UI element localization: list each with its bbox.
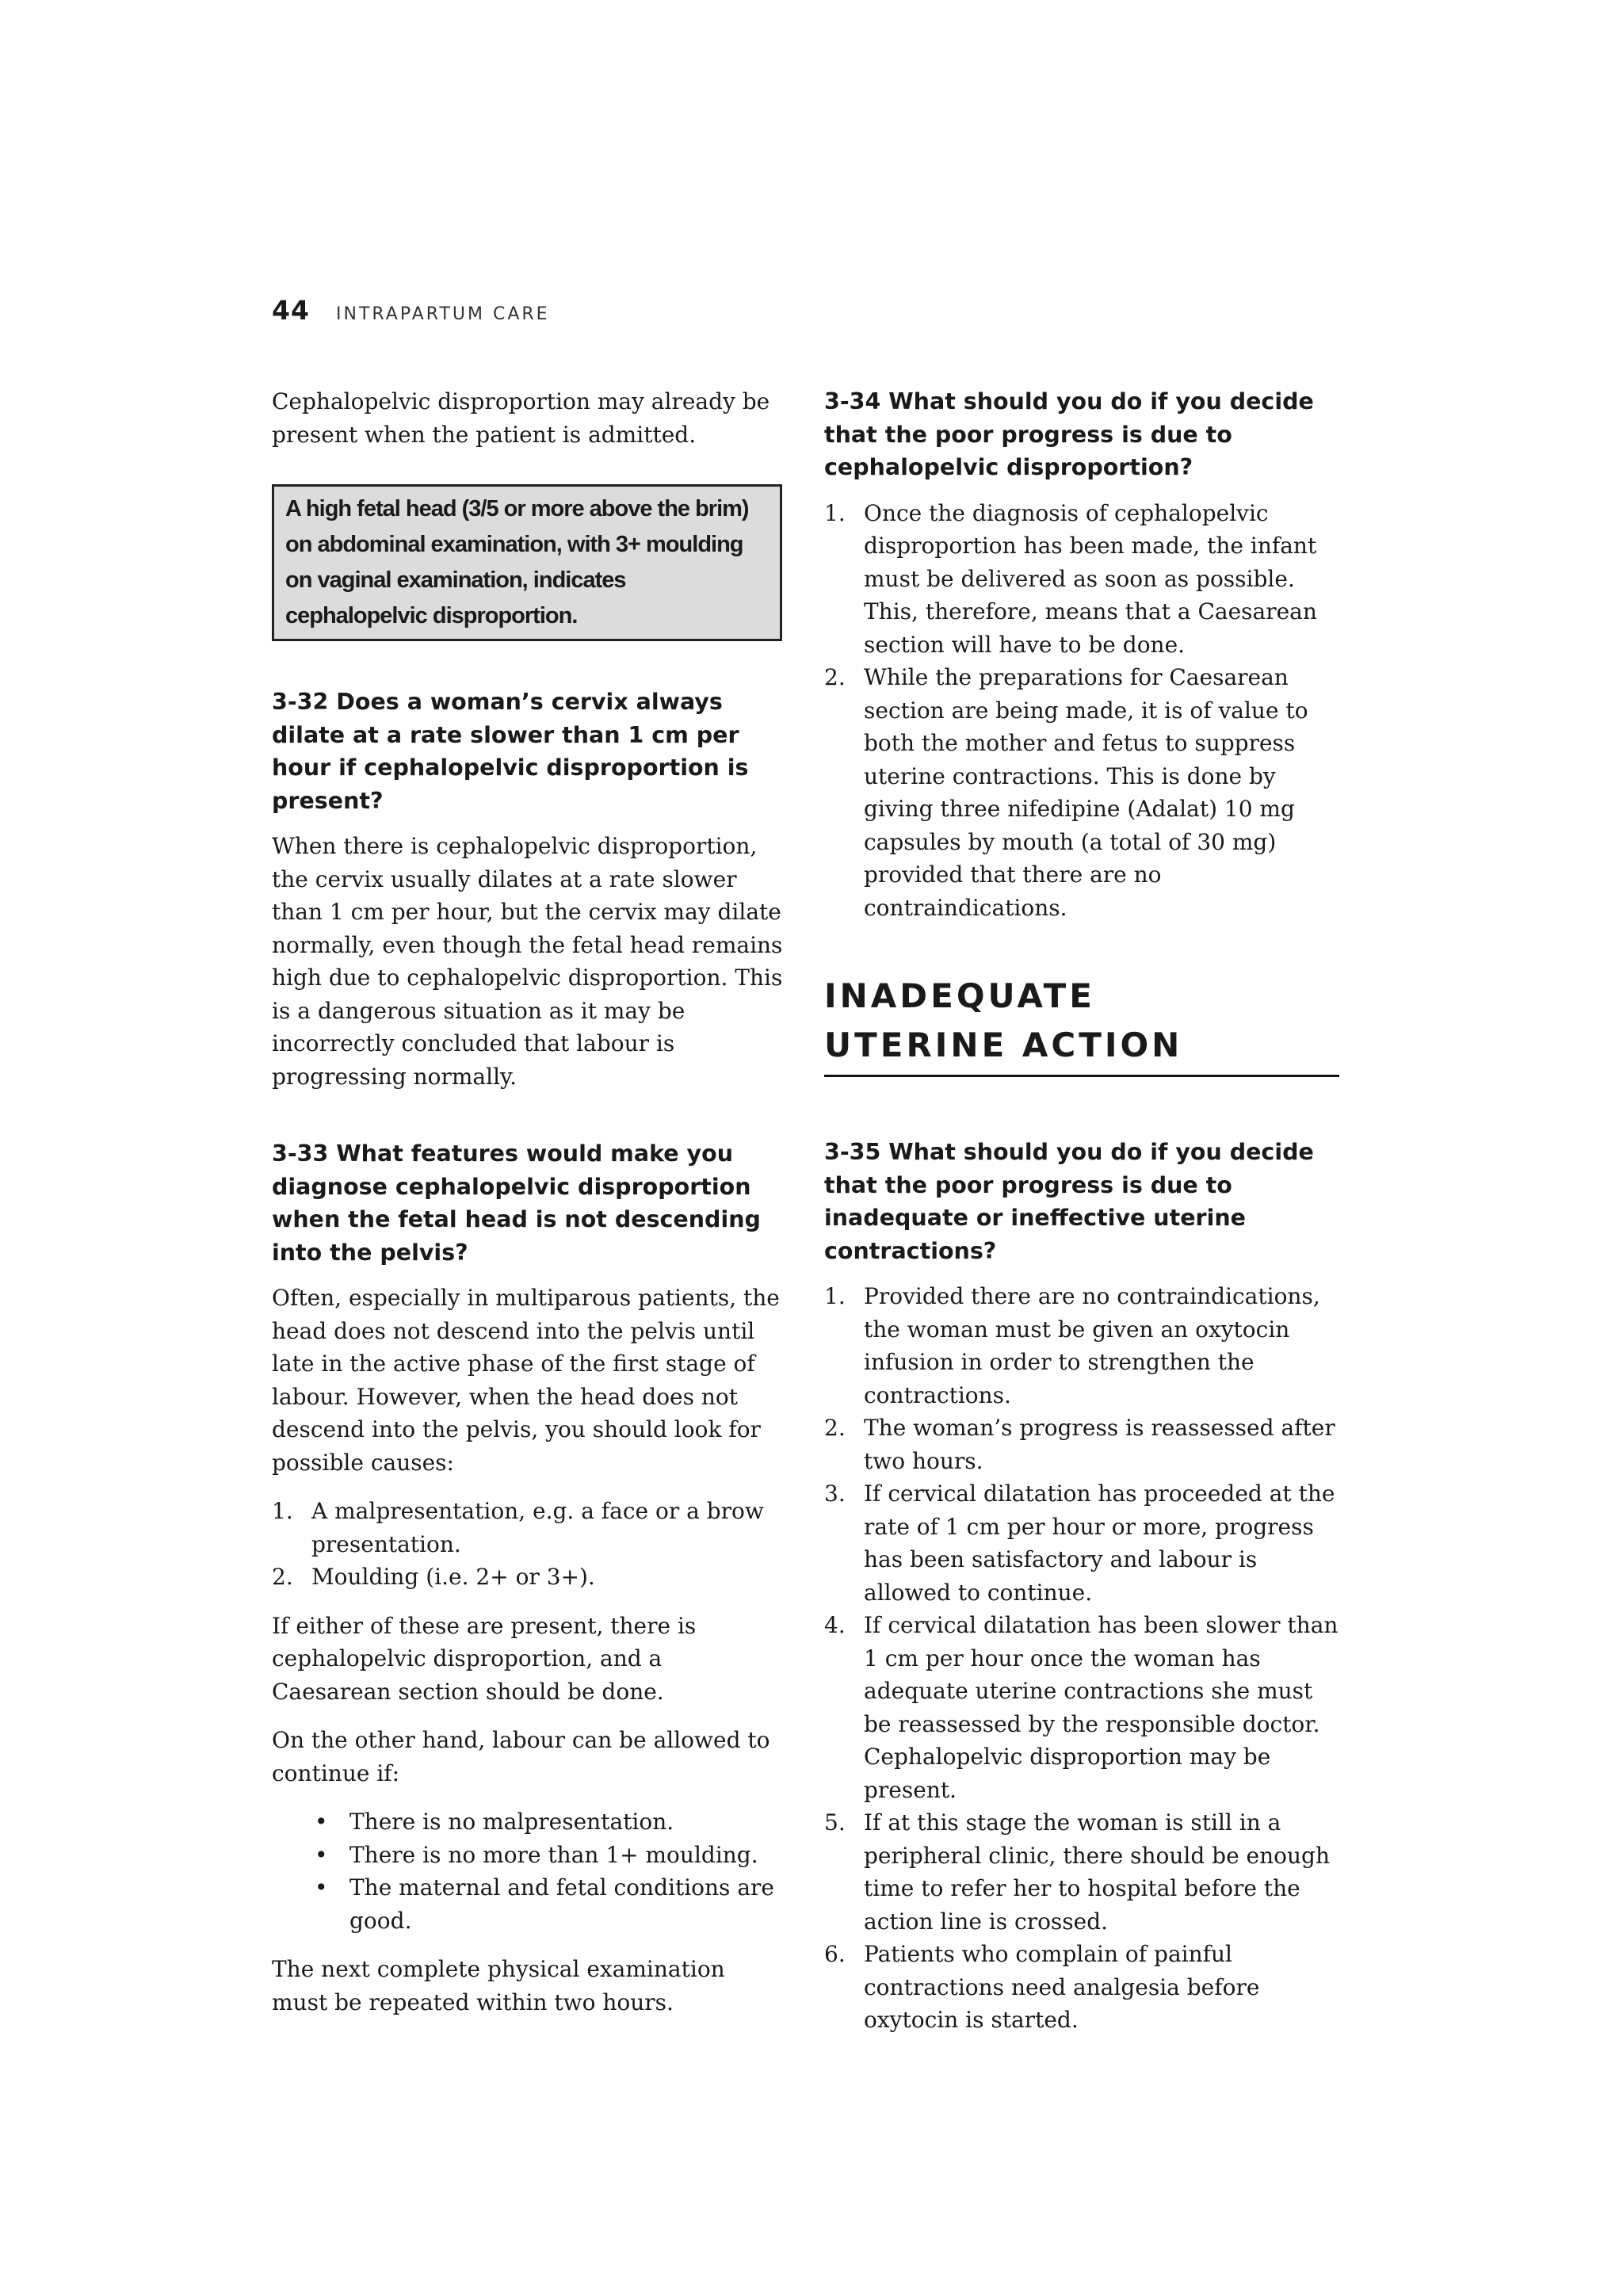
list-text: The woman’s progress is reassessed after two hours. (864, 1415, 1335, 1474)
question-3-34-heading: 3-34 What should you do if you decide that the poor progress is due to cephalopelvic disproportion? (824, 388, 1314, 480)
list-item (824, 1477, 1339, 1609)
page-number: 44 (272, 295, 310, 326)
running-head (272, 295, 550, 326)
list-text: While the preparations for Caesarean section are being made, it is of value to both the mother and fetus to suppress uterine contractions. This is done by giving three nifedipine (Adalat) 10 mg capsules by mouth (a total of 30 mg) provided that there are no contraindications. (864, 664, 1308, 921)
cpd-actions-list (824, 497, 1339, 925)
list-number: 2. (824, 1415, 846, 1441)
list-item (824, 497, 1339, 662)
question-3-33-heading: 3-33 What features would make you diagnose cephalopelvic disproportion when the fetal head is not descending into the pelvis? (272, 1140, 761, 1266)
question-3-32-answer: When there is cephalopelvic disproportion, the cervix usually dilates at a rate slower than 1 cm per hour, but the cervix may dilate normally, even though the fetal head remains high due to cephalopelvic disproportion. This is a dangerous situation as it may be incorrectly concluded that labour is progressing normally. (272, 833, 783, 1090)
list-text: A malpresentation, e.g. a face or a brow presentation. (311, 1498, 764, 1557)
list-item (824, 1806, 1339, 1938)
intro-paragraph: Cephalopelvic disproportion may already be present when the patient is admitted. (272, 388, 770, 448)
bullet-item: • The maternal and fetal conditions are good. (272, 1871, 787, 1937)
list-number: 2. (824, 664, 846, 690)
list-number: 5. (824, 1809, 846, 1836)
list-number: 1. (824, 1283, 846, 1309)
left-column (272, 385, 787, 2034)
list-number: 1. (824, 499, 846, 526)
question-3-33-paragraph-3: On the other hand, labour can be allowed to continue if: (272, 1727, 770, 1786)
right-column (824, 385, 1339, 2053)
bullet-item: • There is no malpresentation. (272, 1805, 787, 1839)
question-3-33-paragraph-2: If either of these are present, there is cephalopelvic disproportion, and a Caesarean section should be done. (272, 1612, 697, 1705)
list-item (824, 661, 1339, 924)
list-item (824, 1609, 1339, 1806)
section-title-line-2: UTERINE ACTION (824, 1026, 1183, 1064)
list-text: If cervical dilatation has proceeded at the rate of 1 cm per hour or more, progress has been satisfactory and labour is allowed to continue. (864, 1480, 1335, 1606)
list-number: 6. (824, 1941, 846, 1967)
list-text: If cervical dilatation has been slower than 1 cm per hour once the woman has adequate uterine contractions she must be reassessed by the responsible doctor. Cephalopelvic disproportion may be present. (864, 1612, 1338, 1803)
running-title: INTRAPARTUM CARE (336, 304, 550, 324)
inadequate-action-list (824, 1280, 1339, 2037)
list-text: If at this stage the woman is still in a peripheral clinic, there should be enough time to refer her to hospital before the action line is crossed. (864, 1809, 1330, 1935)
causes-list (272, 1495, 787, 1594)
bullet-item: • There is no more than 1+ moulding. (272, 1839, 787, 1872)
question-3-32-heading: 3-32 Does a woman’s cervix always dilate at a rate slower than 1 cm per hour if cephalopelvic disproportion is present? (272, 689, 749, 814)
list-text: Once the diagnosis of cephalopelvic disproportion has been made, the infant must be delivered as soon as possible. This, therefore, means that a Caesarean section will have to be done. (864, 499, 1317, 658)
callout-box: A high fetal head (3/5 or more above the brim) on abdominal examination, with 3+ moulding on vaginal examination, indicates cephalopelvic disproportion. (272, 484, 782, 641)
question-3-33-paragraph-4: The next complete physical examination must be repeated within two hours. (272, 1956, 725, 2015)
list-item (272, 1495, 787, 1561)
section-title (824, 972, 1339, 1077)
section-title-line-1: INADEQUATE (824, 976, 1095, 1015)
list-item (824, 1280, 1339, 1412)
continue-conditions-list (272, 1805, 787, 1937)
list-text: Patients who complain of painful contractions need analgesia before oxytocin is started. (864, 1941, 1260, 2033)
list-item (824, 1412, 1339, 1477)
list-number: 1. (272, 1498, 293, 1524)
list-number: 4. (824, 1612, 846, 1638)
list-number: 3. (824, 1480, 846, 1507)
question-3-33-paragraph-1: Often, especially in multiparous patients, the head does not descend into the pelvis until late in the active phase of the first stage of labour. However, when the head does not descend into the pelvis, you should look for possible causes: (272, 1285, 780, 1476)
list-text: Provided there are no contraindications, the woman must be given an oxytocin infusion in order to strengthen the contractions. (864, 1283, 1320, 1408)
list-number: 2. (272, 1564, 293, 1590)
list-item (272, 1561, 787, 1594)
question-3-35-heading: 3-35 What should you do if you decide that the poor progress is due to inadequate or ineffective uterine contractions? (824, 1139, 1314, 1264)
list-item (824, 1938, 1339, 2037)
list-text: Moulding (i.e. 2+ or 3+). (311, 1564, 595, 1590)
